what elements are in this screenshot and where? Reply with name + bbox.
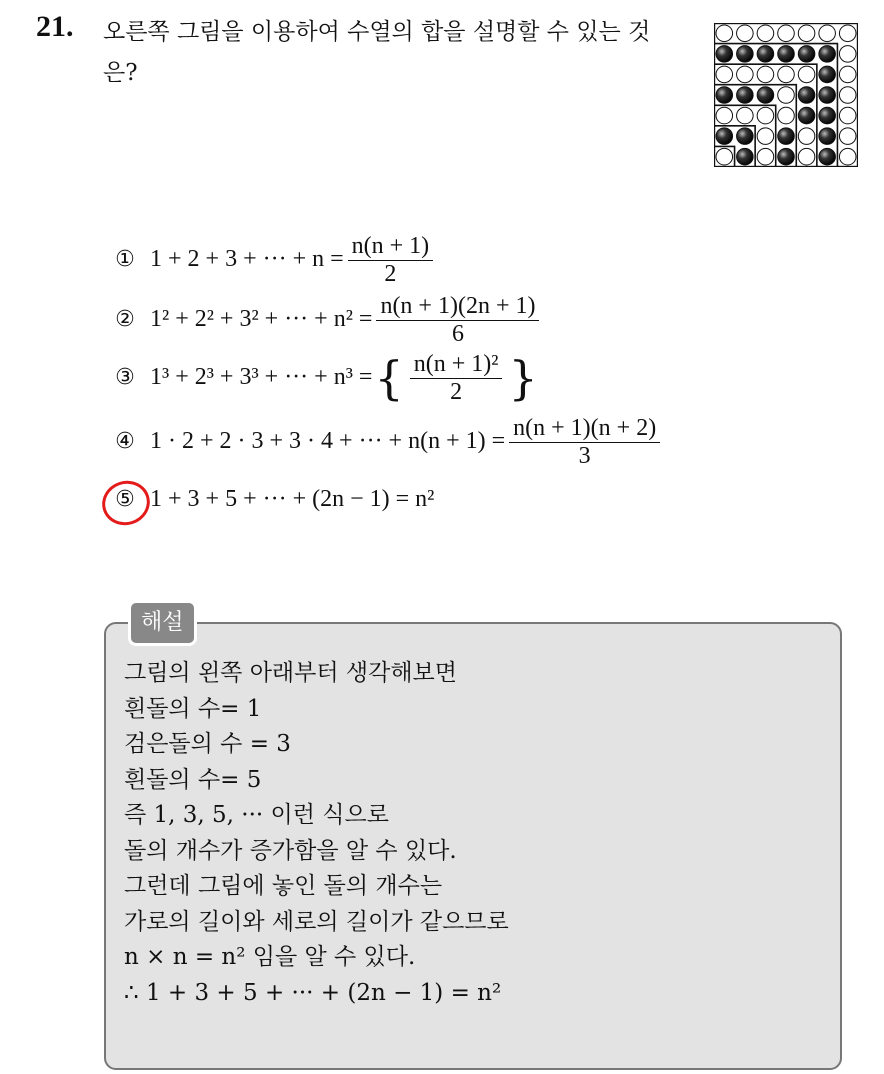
white-stone [716, 107, 733, 124]
white-stone [839, 107, 856, 124]
fraction-denominator: 6 [451, 321, 464, 347]
choice-2[interactable] [110, 292, 543, 347]
fraction-denominator: 2 [450, 379, 463, 405]
white-stone [757, 107, 774, 124]
fraction [376, 292, 539, 347]
black-stone [819, 87, 836, 104]
white-stone [737, 66, 754, 83]
white-stone [716, 148, 733, 165]
white-stone [798, 66, 815, 83]
white-stone [839, 66, 856, 83]
black-stone [819, 66, 836, 83]
black-stone [737, 148, 754, 165]
choice-number: ① [115, 247, 135, 272]
choice-5[interactable] [110, 486, 434, 513]
question-text: 오른쪽 그림을 이용하여 수열의 합을 설명할 수 있는 것은? [103, 19, 651, 86]
solution-line: 그림의 왼쪽 아래부터 생각해보면 [124, 660, 457, 686]
white-stone [778, 107, 795, 124]
fraction-denominator: 3 [578, 443, 591, 469]
choice-3[interactable] [110, 350, 540, 405]
black-stone [819, 107, 836, 124]
choice-number: ② [115, 307, 135, 332]
black-stone [716, 128, 733, 145]
black-stone [819, 128, 836, 145]
choice-lhs: 1³ + 2³ + 3³ + ··· + n³ = [150, 364, 373, 390]
right-brace: } [508, 350, 538, 405]
choice-4[interactable] [110, 414, 664, 469]
white-stone [757, 148, 774, 165]
choice-lhs: 1² + 2² + 3² + ··· + n² = [150, 306, 373, 332]
black-stone [798, 46, 815, 63]
white-stone [798, 148, 815, 165]
white-stone [839, 148, 856, 165]
black-stone [757, 46, 774, 63]
choice-lhs: 1 · 2 + 2 · 3 + 3 · 4 + ··· + n(n + 1) = [150, 428, 506, 454]
white-stone [757, 66, 774, 83]
white-stone [757, 128, 774, 145]
fraction [410, 350, 503, 405]
white-stone [716, 66, 733, 83]
black-stone [778, 148, 795, 165]
black-stone [737, 46, 754, 63]
stone-grid-figure [714, 23, 858, 167]
black-stone [819, 148, 836, 165]
white-stone [798, 128, 815, 145]
choice-lhs: 1 + 3 + 5 + ··· + (2n − 1) = n² [150, 486, 435, 512]
white-stone [839, 46, 856, 63]
answer-circle-mark [96, 475, 155, 532]
black-stone [778, 128, 795, 145]
white-stone [839, 128, 856, 145]
fraction-denominator: 2 [384, 261, 397, 287]
white-stone [757, 25, 774, 42]
black-stone [737, 87, 754, 104]
choice-number-text: ⑤ [115, 487, 135, 512]
fraction-numerator: n(n + 1)(2n + 1) [376, 292, 539, 321]
white-stone [819, 25, 836, 42]
black-stone [716, 46, 733, 63]
solution-line: 검은돌의 수 = 3 [124, 731, 291, 757]
black-stone [798, 87, 815, 104]
white-stone [778, 66, 795, 83]
white-stone [839, 87, 856, 104]
solution-line: 그런데 그림에 놓인 돌의 개수는 [124, 873, 443, 899]
white-stone [737, 25, 754, 42]
choice-list [110, 232, 810, 522]
black-stone [819, 46, 836, 63]
solution-line: 돌의 개수가 증가함을 알 수 있다. [124, 837, 457, 864]
white-stone [716, 25, 733, 42]
question-number: 21. [36, 10, 74, 43]
white-stone [778, 87, 795, 104]
solution-line: n × n = n² 임을 알 수 있다. [124, 944, 416, 970]
solution-line: 즉 1, 3, 5, ··· 이런 식으로 [124, 802, 389, 828]
left-brace: { [374, 350, 404, 405]
choice-number [110, 487, 140, 512]
fraction [509, 414, 660, 469]
solution-line: ∴ 1 + 3 + 5 + ··· + (2n − 1) = n² [124, 979, 502, 1006]
black-stone [716, 87, 733, 104]
black-stone [798, 107, 815, 124]
solution-line: 흰돌의 수= 5 [124, 766, 262, 793]
fraction-numerator: n(n + 1)² [410, 350, 503, 379]
solution-line: 가로의 길이와 세로의 길이가 같으므로 [124, 908, 509, 935]
choice-lhs: 1 + 2 + 3 + ··· + n = [150, 246, 344, 272]
white-stone [737, 107, 754, 124]
white-stone [839, 25, 856, 42]
choice-number: ④ [115, 429, 135, 454]
solution-text [124, 656, 824, 1011]
fraction-numerator: n(n + 1) [348, 232, 434, 261]
white-stone [778, 25, 795, 42]
choice-1[interactable] [110, 232, 437, 287]
black-stone [737, 128, 754, 145]
fraction [348, 232, 434, 287]
black-stone [757, 87, 774, 104]
black-stone [778, 46, 795, 63]
solution-line: 흰돌의 수= 1 [124, 695, 262, 722]
solution-tag: 해설 [128, 600, 197, 646]
fraction-numerator: n(n + 1)(n + 2) [509, 414, 660, 443]
white-stone [798, 25, 815, 42]
choice-number: ③ [115, 365, 135, 390]
